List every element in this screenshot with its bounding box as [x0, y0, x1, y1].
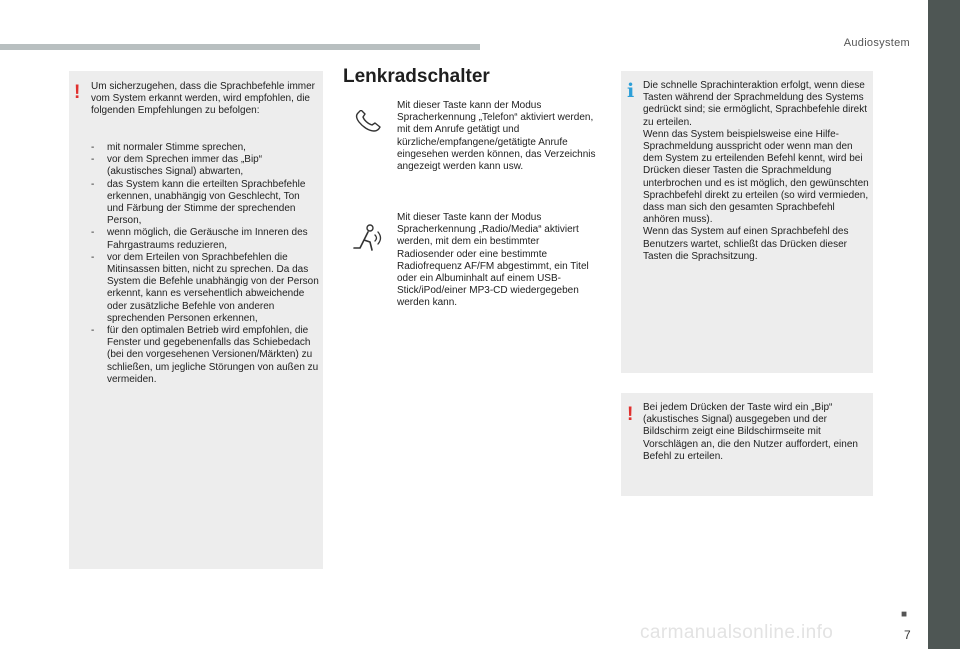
page-marker: ■ — [901, 609, 908, 620]
page-side-bar — [928, 0, 960, 649]
page-number: 7 — [904, 628, 911, 642]
list-item: - mit normaler Stimme sprechen, — [91, 142, 319, 154]
chapter-title: Audiosystem — [843, 37, 910, 49]
note-intro: Um sicherzugehen, dass die Sprachbefehle immer vom System erkannt werden, wird empfohlen, die folgenden Empfehlungen zu befolgen: — [91, 81, 315, 117]
alert-icon: ! — [74, 82, 81, 103]
info-icon: i — [627, 80, 635, 102]
list-item: - das System kann die erteilten Sprachbefehle erkennen, unabhängig von Geschlecht, Ton und Färbung der Stimme der sprechenden Person, — [91, 179, 319, 228]
phone-button-description: Mit dieser Taste kann der Modus Spracherkennung „Telefon“ aktiviert werden, mit dem Anrufe getätigt und kürzliche/empfangene/getätigte Anrufe eingesehen werden können, das Verzeichnis angezeigt werden kann usw. — [397, 100, 596, 173]
list-item: - vor dem Sprechen immer das „Bip“ (akustisches Signal) abwarten, — [91, 154, 319, 178]
header-rule — [0, 44, 480, 50]
voice-command-icon — [352, 222, 384, 254]
voice-button-description: Mit dieser Taste kann der Modus Spracherkennung „Radio/Media“ aktiviert werden, mit dem ein bestimmter Radiosender oder eine bestimmte Radiofrequenz AF/FM abgestimmt, ein Titel oder ein Albuminhalt auf einem USB-Stick/iPod/einer MP3-CD wiedergegeben werden kann. — [397, 212, 589, 309]
info-text: Die schnelle Sprachinteraktion erfolgt, wenn diese Tasten während der Sprachmeldung des Systems gedrückt sind; sie ermöglicht, Sprachbefehle direkt zu erteilen. Wenn das System beispielsweise eine Hilfe-Sprachmeldung ausspricht oder wenn man den dem System zu erteilenden Befehl kennt, wird bei Drücken dieser Tasten die Sprachmeldung unterbrochen und es ist möglich, den gewünschten Sprachbefehl direkt zu erteilen (so wird vermieden, dass man sich den gesamten Sprachbefehl anhören muss). Wenn das System auf einen Sprachbefehl des Benutzers wartet, schließt das Drücken dieser Tasten die Sprachsitzung. — [643, 80, 869, 262]
phone-icon — [354, 110, 384, 134]
alert-text: Bei jedem Drücken der Taste wird ein „Bip“ (akustisches Signal) ausgegeben und der Bildschirm zeigt eine Bildschirmseite mit Vorschlägen an, die den Nutzer auffordert, einen Befehl zu erteilen. — [643, 402, 858, 462]
recommendation-list — [91, 142, 319, 386]
watermark-text: carmanualsonline.info — [640, 622, 834, 643]
alert-icon: ! — [627, 404, 634, 425]
list-item: - wenn möglich, die Geräusche im Inneren des Fahrgastraums reduzieren, — [91, 227, 319, 251]
section-title: Lenkradschalter — [343, 66, 490, 87]
list-item: - für den optimalen Betrieb wird empfohlen, die Fenster und gegebenenfalls das Schiebedach (bei den vorgesehenen Versionen/Märkten) zu schließen, um jegliche Störungen von außen zu vermeiden. — [91, 325, 319, 386]
list-item: - vor dem Erteilen von Sprachbefehlen die Mitinsassen bitten, nicht zu sprechen. Da das System die Befehle unabhängig von der Person erkennt, kann es versehentlich abweichende oder zusätzliche Befehle von anderen sprechenden Personen erkennen, — [91, 252, 319, 325]
